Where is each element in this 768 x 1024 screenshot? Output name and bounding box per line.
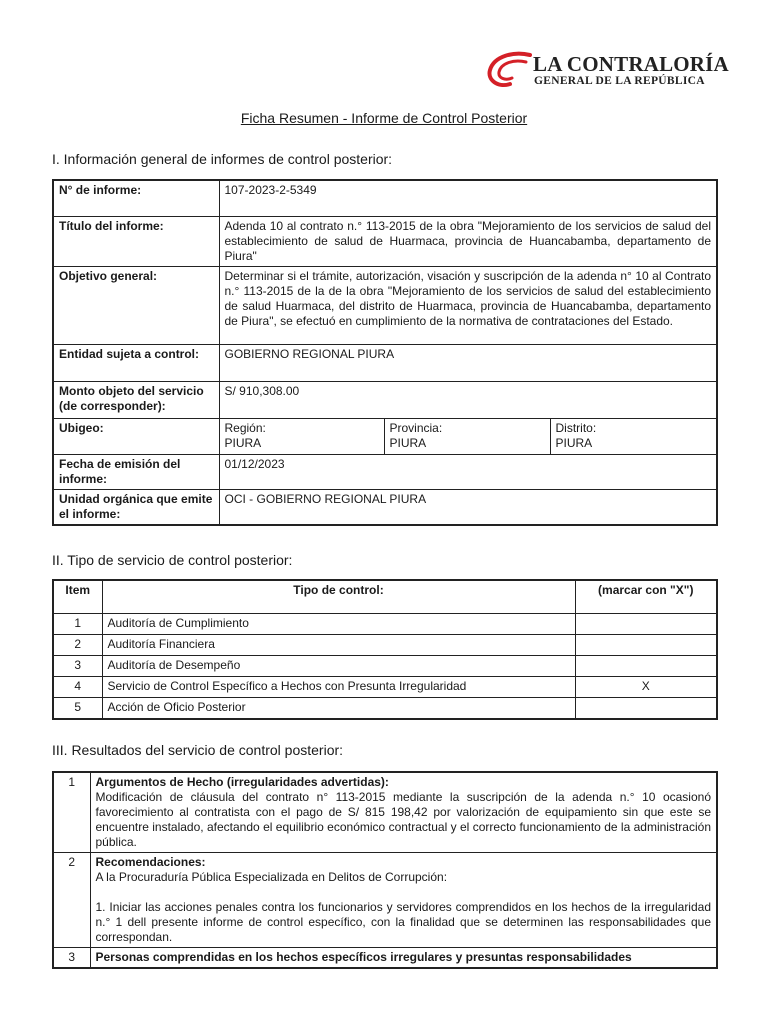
row-tipo: Auditoría de Desempeño <box>102 656 575 677</box>
row-entidad <box>53 344 717 381</box>
result3-num: 3 <box>53 948 90 969</box>
table-row <box>53 677 717 698</box>
ubigeo-label: Ubigeo: <box>53 418 219 454</box>
row-mark[interactable]: X <box>575 677 717 698</box>
table-row <box>53 656 717 677</box>
objetivo-value: Determinar si el trámite, autorización, visación y suscripción de la adenda n° 10 al Contrato n.° 113-2015 de la de la obra "Mejoramiento de los servicios de salud del establecimiento de salud Huarmaca, del distrito de Huarmaca, provincia de Huancabamba, departamento de Piura", se efectuó en cumplimiento de la normativa de contrataciones del Estado. <box>219 266 717 344</box>
distrito-label: Distrito: <box>555 420 597 435</box>
row-item: 4 <box>53 677 102 698</box>
region-value: PIURA <box>224 435 262 450</box>
fecha-label: Fecha de emisión del informe: <box>53 454 219 489</box>
fecha-value: 01/12/2023 <box>219 454 717 489</box>
table-row <box>53 698 717 720</box>
row-objetivo <box>53 266 717 344</box>
row-tipo: Acción de Oficio Posterior <box>102 698 575 720</box>
result1-text: Modificación de cláusula del contrato n° 113-2015 mediante la suscripción de la adenda n.° 10 ocasionó favorecimiento al contratista con el pago de S/ 815 198,42 por valorización de equipamiento sin que este se encuentre instalado, afectando el equilibrio económico contractual y el correcto funcionamiento de la administración pública. <box>95 790 711 849</box>
row-unidad <box>53 489 717 525</box>
row-titulo <box>53 216 717 266</box>
row-ubigeo <box>53 418 717 454</box>
row-mark[interactable] <box>575 656 717 677</box>
result2-num: 2 <box>53 853 90 948</box>
row-fecha <box>53 454 717 489</box>
provincia-value: PIURA <box>389 435 427 450</box>
row-mark[interactable] <box>575 698 717 720</box>
titulo-label: Título del informe: <box>53 216 219 266</box>
monto-value: S/ 910,308.00 <box>219 381 717 418</box>
distrito-value: PIURA <box>555 435 593 450</box>
unidad-value: OCI - GOBIERNO REGIONAL PIURA <box>219 489 717 525</box>
row-item: 5 <box>53 698 102 720</box>
numero-label: N° de informe: <box>53 180 219 216</box>
result3-title: Personas comprendidas en los hechos específicos irregulares y presuntas responsabilidades <box>90 948 717 969</box>
section2-heading: II. Tipo de servicio de control posterior: <box>52 552 293 568</box>
row-tipo: Servicio de Control Específico a Hechos con Presunta Irregularidad <box>102 677 575 698</box>
item-header: Item <box>53 580 102 614</box>
contraloria-logo <box>486 48 729 94</box>
table-row <box>53 635 717 656</box>
row-item: 3 <box>53 656 102 677</box>
tipo-header: Tipo de control: <box>102 580 575 614</box>
row-item: 1 <box>53 614 102 635</box>
result2-title: Recomendaciones: <box>95 855 206 869</box>
results-table <box>52 771 718 969</box>
logo-line2: GENERAL DE LA REPÚBLICA <box>534 75 705 87</box>
result-row-1 <box>53 772 717 853</box>
general-info-table <box>52 179 718 526</box>
control-type-table <box>52 579 718 720</box>
numero-value: 107-2023-2-5349 <box>219 180 717 216</box>
result2-line2: 1. Iniciar las acciones penales contra los funcionarios y servidores comprendidos en los hechos de la irregularidad n.° 1 dell presente informe de control específico, con la finalidad que se determinen las responsabilidades que correspondan. <box>95 900 711 944</box>
provincia-label: Provincia: <box>389 420 443 435</box>
region-label: Región: <box>224 420 266 435</box>
entidad-label: Entidad sujeta a control: <box>53 344 219 381</box>
row-tipo: Auditoría Financiera <box>102 635 575 656</box>
ubigeo-region <box>219 418 384 454</box>
row-tipo: Auditoría de Cumplimiento <box>102 614 575 635</box>
ubigeo-provincia <box>384 418 550 454</box>
control-type-header <box>53 580 717 614</box>
result1-title: Argumentos de Hecho (irregularidades advertidas): <box>95 775 389 789</box>
unidad-label: Unidad orgánica que emite el informe: <box>53 489 219 525</box>
row-monto <box>53 381 717 418</box>
section1-heading: I. Información general de informes de control posterior: <box>52 151 393 167</box>
result1-num: 1 <box>53 772 90 853</box>
row-mark[interactable] <box>575 635 717 656</box>
ubigeo-distrito <box>550 418 717 454</box>
titulo-value: Adenda 10 al contrato n.° 113-2015 de la obra "Mejoramiento de los servicios de salud del establecimiento de salud de Huarmaca, provincia de Huancabamba, departamento de Piura" <box>219 216 717 266</box>
entidad-value: GOBIERNO REGIONAL PIURA <box>219 344 717 381</box>
monto-label: Monto objeto del servicio (de corresponder): <box>53 381 219 418</box>
row-mark[interactable] <box>575 614 717 635</box>
row-item: 2 <box>53 635 102 656</box>
result-row-2 <box>53 853 717 948</box>
logo-line1: LA CONTRALORÍA <box>533 52 729 76</box>
result2-line1: A la Procuraduría Pública Especializada en Delitos de Corrupción: <box>95 870 448 884</box>
table-row <box>53 614 717 635</box>
row-numero <box>53 180 717 216</box>
page-title: Ficha Resumen - Informe de Control Posterior <box>240 110 528 126</box>
marcar-header: (marcar con "X") <box>575 580 717 614</box>
objetivo-label: Objetivo general: <box>53 266 219 344</box>
result-row-3 <box>53 948 717 969</box>
section3-heading: III. Resultados del servicio de control posterior: <box>52 742 344 758</box>
contraloria-emblem-icon <box>486 48 532 92</box>
